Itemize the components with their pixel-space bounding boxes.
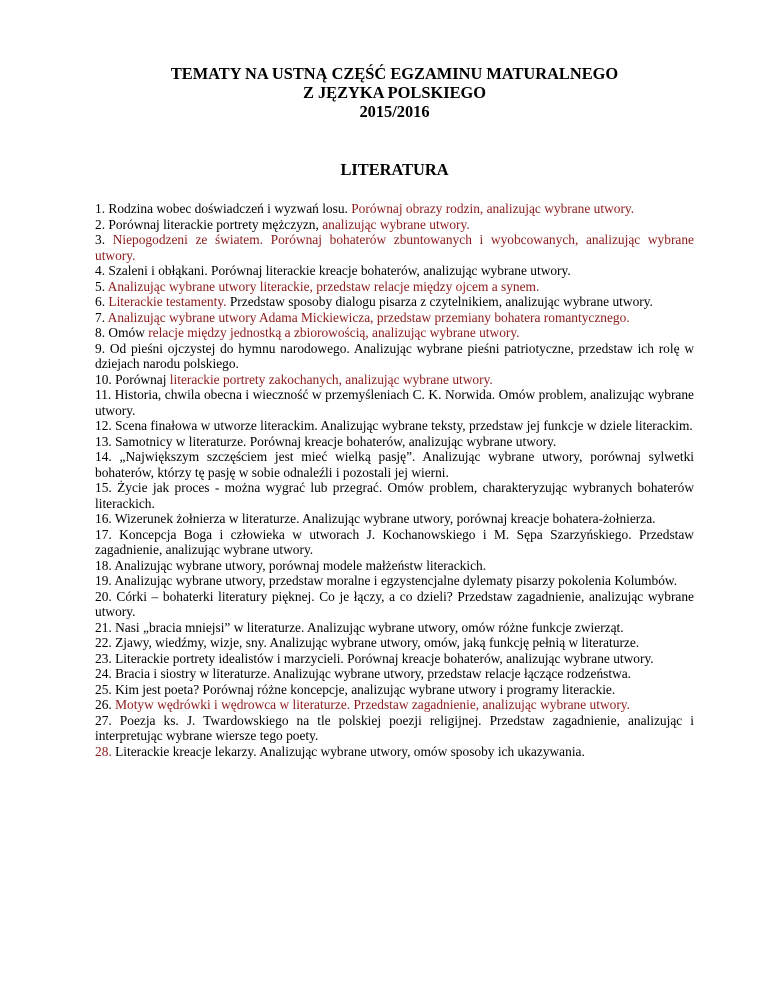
topic-item <box>95 449 694 480</box>
topic-text-highlighted: literackie portrety zakochanych, analizując wybrane utwory. <box>169 371 493 387</box>
topic-text: Samotnicy w literaturze. Porównaj kreacje bohaterów, analizując wybrane utwory. <box>115 433 557 449</box>
topic-text: Analizując wybrane utwory, przedstaw moralne i egzystencjalne dylematy pisarzy pokolenia Kolumbów. <box>114 573 678 588</box>
topic-number: 12. <box>95 418 112 433</box>
topic-text: Rodzina wobec doświadczeń i wyzwań losu. <box>108 201 352 216</box>
topic-number: 5. <box>95 278 106 294</box>
topic-number: 13. <box>95 433 112 449</box>
topic-list <box>95 201 694 759</box>
topic-number: 25. <box>95 681 112 697</box>
topic-item <box>95 744 694 760</box>
topic-number: 9. <box>95 340 106 356</box>
topic-number: 3. <box>95 232 106 247</box>
topic-number: 11. <box>95 387 112 402</box>
topic-text: „Największym szczęściem jest mieć wielką pasję”. Analizując wybrane utwory, porównaj sylwetki bohaterów, którzy tę pasję w sobie odnaleźli i pozostali jej wierni. <box>95 449 694 480</box>
topic-item <box>95 341 694 372</box>
topic-item <box>95 263 694 279</box>
topic-number: 28. <box>95 743 112 759</box>
topic-number: 26. <box>95 697 112 712</box>
topic-text: Scena finałowa w utworze literackim. Analizując wybrane teksty, przedstaw jej funkcje w dziele literackim. <box>115 418 693 433</box>
topic-item <box>95 279 694 295</box>
topic-number: 8. <box>95 325 106 340</box>
topic-item <box>95 682 694 698</box>
topic-text-highlighted: Literackie testamenty. <box>108 294 227 309</box>
topic-text-highlighted: Porównaj obrazy rodzin, analizując wybrane utwory. <box>351 201 635 216</box>
topic-text: Analizując wybrane utwory, porównaj modele małżeństw literackich. <box>114 557 487 573</box>
topic-item <box>95 232 694 263</box>
topic-number: 20. <box>95 588 112 604</box>
topic-item <box>95 418 694 434</box>
topic-item <box>95 511 694 527</box>
topic-item <box>95 480 694 511</box>
section-title: LITERATURA <box>340 160 449 179</box>
document-title-line-1: TEMATY NA USTNĄ CZĘŚĆ EGZAMINU MATURALNEGO <box>170 64 619 83</box>
topic-text: Córki – bohaterki literatury pięknej. Co je łączy, a co dzieli? Przedstaw zagadnienie, analizując wybrane utwory. <box>95 588 694 619</box>
topic-text: Porównaj literackie portrety mężczyzn, <box>108 216 323 232</box>
topic-text: Historia, chwila obecna i wieczność w przemyśleniach C. K. Norwida. Omów problem, analizując wybrane utwory. <box>95 387 694 418</box>
topic-number: 6. <box>95 294 106 309</box>
topic-item <box>95 201 694 217</box>
topic-item <box>95 527 694 558</box>
topic-number: 10. <box>95 371 112 387</box>
topic-number: 21. <box>95 619 112 635</box>
topic-text: Bracia i siostry w literaturze. Analizując wybrane utwory, przedstaw relacje łączące rodzeństwa. <box>115 666 632 681</box>
topic-item <box>95 697 694 713</box>
topic-item <box>95 651 694 667</box>
topic-number: 27. <box>95 712 112 728</box>
topic-text: Wizerunek żołnierza w literaturze. Analizując wybrane utwory, porównaj kreacje bohatera-żołnierza. <box>114 511 656 526</box>
topic-item <box>95 713 694 744</box>
topic-text: Zjawy, wiedźmy, wizje, sny. Analizując wybrane utwory, omów, jaką funkcję pełnią w literaturze. <box>115 635 640 650</box>
topic-number: 24. <box>95 666 112 681</box>
topic-text-highlighted: Motyw wędrówki i wędrowca w literaturze. Przedstaw zagadnienie, analizując wybrane utwory. <box>115 697 630 712</box>
topic-item <box>95 310 694 326</box>
topic-number: 14. <box>95 449 112 464</box>
topic-text: Porównaj <box>115 371 170 387</box>
topic-item <box>95 434 694 450</box>
topic-text-highlighted: Analizując wybrane utwory literackie, przedstaw relacje między ojcem a synem. <box>107 278 540 294</box>
topic-item <box>95 573 694 589</box>
topic-text: Poezja ks. J. Twardowskiego na tle polskiej poezji religijnej. Przedstaw zagadnienie, analizując i interpretując wybrane wiersze tego poety. <box>95 712 694 743</box>
topic-text-highlighted: Niepogodzeni ze światem. Porównaj bohaterów zbuntowanych i wyobcowanych, analizując wybrane utwory. <box>95 232 694 263</box>
topic-number: 16. <box>95 511 112 526</box>
topic-number: 19. <box>95 573 112 588</box>
topic-number: 15. <box>95 480 112 495</box>
topic-number: 23. <box>95 650 112 666</box>
topic-item <box>95 387 694 418</box>
topic-text: Koncepcja Boga i człowieka w utworach J. Kochanowskiego i M. Sępa Szarzyńskiego. Przedstaw zagadnienie, analizując wybrane utwory. <box>95 526 694 557</box>
topic-text: Literackie portrety idealistów i marzycieli. Porównaj kreacje bohaterów, analizując wybrane utwory. <box>115 650 654 666</box>
topic-number: 22. <box>95 635 112 650</box>
topic-text: Szaleni i obłąkani. Porównaj literackie kreacje bohaterów, analizując wybrane utwory. <box>108 263 571 278</box>
topic-item <box>95 635 694 651</box>
topic-number: 1. <box>95 201 106 216</box>
topic-text-highlighted: Analizując wybrane utwory Adama Mickiewicza, przedstaw przemiany bohatera romantycznego. <box>107 309 630 325</box>
document-title-year: 2015/2016 <box>359 102 430 121</box>
topic-number: 4. <box>95 263 106 278</box>
topic-number: 7. <box>95 309 106 325</box>
topic-text: Nasi „bracia mniejsi” w literaturze. Analizując wybrane utwory, omów różne funkcje zwierząt. <box>115 619 624 635</box>
topic-item <box>95 620 694 636</box>
topic-text: Omów <box>108 325 149 340</box>
topic-item <box>95 217 694 233</box>
topic-item <box>95 666 694 682</box>
topic-item <box>95 294 694 310</box>
topic-item <box>95 325 694 341</box>
topic-text: Kim jest poeta? Porównaj różne koncepcje, analizując wybrane utwory i programy literackie. <box>115 681 616 697</box>
topic-text: Od pieśni ojczystej do hymnu narodowego. Analizując wybrane pieśni patriotyczne, przedstaw ich rolę w dziejach narodu polskiego. <box>95 340 694 371</box>
topic-number: 18. <box>95 557 112 573</box>
topic-number: 2. <box>95 216 106 232</box>
topic-item <box>95 589 694 620</box>
document-title-line-2: Z JĘZYKA POLSKIEGO <box>302 83 487 102</box>
topic-text: Przedstaw sposoby dialogu pisarza z czytelnikiem, analizując wybrane utwory. <box>226 294 653 309</box>
topic-text: Życie jak proces - można wygrać lub przegrać. Omów problem, charakteryzując wybranych bohaterów literackich. <box>95 480 694 511</box>
topic-text: Literackie kreacje lekarzy. Analizując wybrane utwory, omów sposoby ich ukazywania. <box>115 743 585 759</box>
topic-text-highlighted: analizując wybrane utwory. <box>322 216 470 232</box>
topic-number: 17. <box>95 526 112 542</box>
topic-item <box>95 372 694 388</box>
topic-text-highlighted: relacje między jednostką a zbiorowością, analizując wybrane utwory. <box>148 325 520 340</box>
topic-item <box>95 558 694 574</box>
